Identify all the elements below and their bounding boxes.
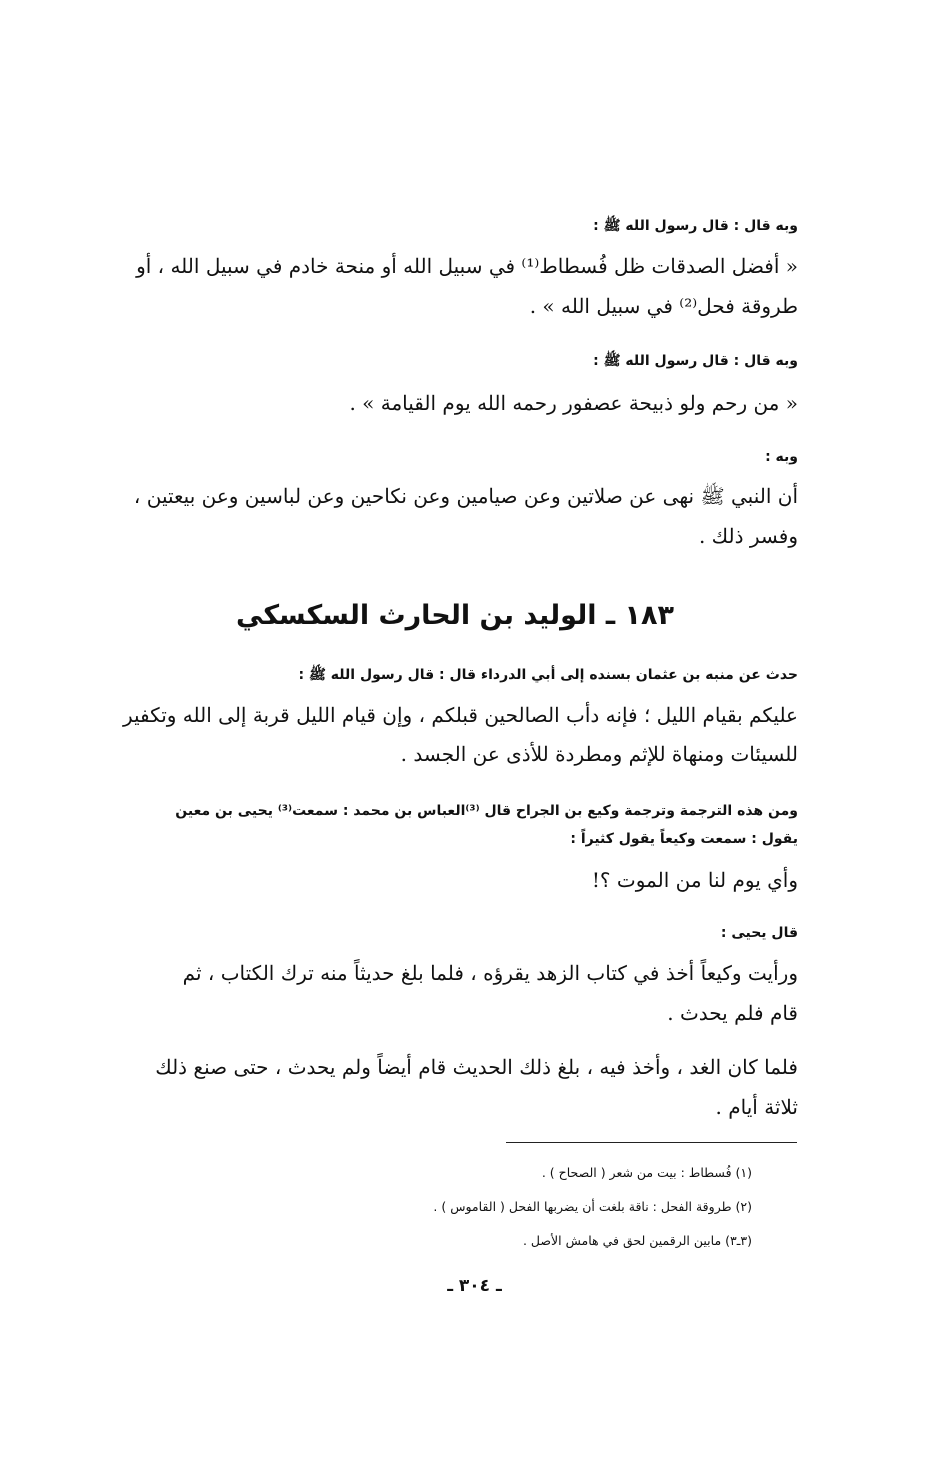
footnote-2: (٢) طروقة الفحل : ناقة بلغت أن يضربها الفحل ( القاموس ) . — [433, 1199, 752, 1214]
footnote-1: (١) فُسطاط : بيت من شعر ( الصحاح ) . — [541, 1165, 752, 1180]
hadith-intro-1: وبه قال : قال رسول الله ﷺ : — [593, 218, 798, 234]
narration-text-7-line-1: فلما كان الغد ، وأخذ فيه ، بلغ ذلك الحديث قام أيضاً ولم يحدث ، حتى صنع ذلك — [155, 1055, 798, 1079]
page-number: ـ ٣٠٤ ـ — [447, 1276, 502, 1296]
hadith-text-3-line-2: وفسر ذلك . — [698, 524, 798, 548]
hadith-intro-3: وبه : — [765, 449, 798, 465]
narration-text-6-line-1: ورأيت وكيعاً أخذ في كتاب الزهد يقرؤه ، فلما بلغ حديثاً منه ترك الكتاب ، ثم — [182, 961, 798, 985]
footnote-separator — [506, 1142, 797, 1143]
hadith-intro-4: حدث عن منبه بن عثمان بسنده إلى أبي الدرداء قال : قال رسول الله ﷺ : — [298, 667, 798, 683]
narration-intro-5-line-1: ومن هذه الترجمة وترجمة وكيع بن الجراح قال ⁽³⁾العباس بن محمد : سمعت⁽³⁾ يحيى بن معين — [175, 803, 798, 819]
hadith-text-4-line-2: للسيئات ومنهاة للإثم ومطردة للأذى عن الجسد . — [400, 742, 798, 766]
narration-intro-5-line-2: يقول : سمعت وكيعاً يقول كثيراً : — [570, 831, 798, 847]
hadith-text-2-line-1: « من رحم ولو ذبيحة عصفور رحمه الله يوم القيامة » . — [349, 391, 798, 415]
hadith-text-4-line-1: عليكم بقيام الليل ؛ فإنه دأب الصالحين قبلكم ، وإن قيام الليل قربة إلى الله وتكفير — [122, 703, 798, 727]
narration-text-6-line-2: قام فلم يحدث . — [667, 1001, 798, 1025]
hadith-intro-2: وبه قال : قال رسول الله ﷺ : — [593, 353, 798, 369]
hadith-text-3-line-1: أن النبي ﷺ نهى عن صلاتين وعن صيامين وعن نكاحين وعن لباسين وعن بيعتين ، — [133, 484, 798, 508]
quote-5: وأي يوم لنا من الموت ؟! — [591, 868, 798, 892]
hadith-text-1-line-2: طروقة فحل⁽²⁾ في سبيل الله » . — [529, 294, 798, 318]
footnote-3: (٣ـ٣) مابين الرقمين لحق في هامش الأصل . — [522, 1233, 752, 1248]
narration-intro-6: قال يحيى : — [720, 925, 798, 941]
hadith-text-1-line-1: « أفضل الصدقات ظل فُسطاط⁽¹⁾ في سبيل الله أو منحة خادم في سبيل الله ، أو — [136, 254, 798, 278]
narration-text-7-line-2: ثلاثة أيام . — [715, 1095, 798, 1119]
section-heading: ١٨٣ ـ الوليد بن الحارث السكسكي — [236, 600, 674, 631]
